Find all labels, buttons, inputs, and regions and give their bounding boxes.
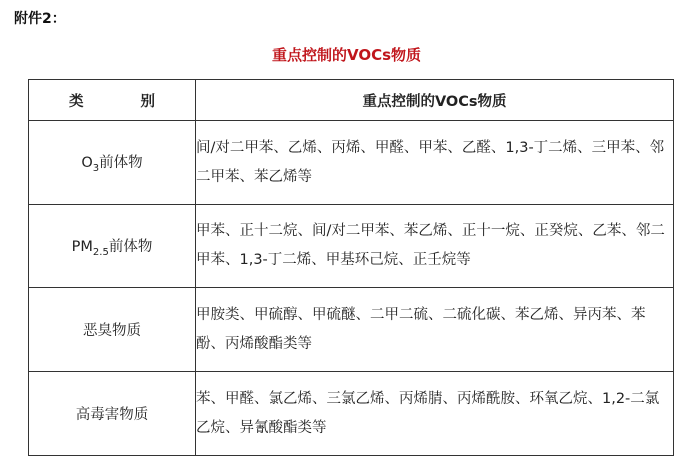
category-subscript: 2.5 — [92, 246, 109, 258]
substances-cell: 苯、甲醛、氯乙烯、三氯乙烯、丙烯腈、丙烯酰胺、环氧乙烷、1,2-二氯乙烷、异氰酸酯类等 — [196, 372, 674, 456]
substances-cell: 间/对二甲苯、乙烯、丙烯、甲醛、甲苯、乙醛、1,3-丁二烯、三甲苯、邻二甲苯、苯乙烯等 — [196, 121, 674, 205]
attachment-label: 附件2： — [14, 11, 66, 27]
category-pm25-precursors — [29, 205, 196, 288]
category-odor-substances: 恶臭物质 — [29, 288, 196, 372]
substances-cell: 甲胺类、甲硫醇、甲硫醚、二甲二硫、二硫化碳、苯乙烯、异丙苯、苯酚、丙烯酸酯类等 — [196, 288, 674, 372]
table-row — [29, 205, 674, 288]
category-o3-precursors — [29, 121, 196, 205]
header-substances: 重点控制的VOCs物质 — [196, 80, 674, 121]
substances-cell: 甲苯、正十二烷、间/对二甲苯、苯乙烯、正十一烷、正癸烷、乙苯、邻二甲苯、1,3-丁二烯、甲基环己烷、正壬烷等 — [196, 205, 674, 288]
category-prefix: PM — [71, 238, 93, 255]
table-row — [29, 121, 674, 205]
header-category-label: 类 别 — [68, 93, 182, 110]
category-suffix: 前体物 — [108, 238, 153, 255]
table-header-row — [29, 80, 674, 121]
table-row — [29, 372, 674, 456]
table-row — [29, 288, 674, 372]
category-subscript: 3 — [92, 163, 100, 174]
category-suffix: 前体物 — [99, 155, 143, 171]
voc-table — [28, 79, 674, 456]
category-high-toxicity: 高毒害物质 — [29, 372, 196, 456]
category-prefix: O — [81, 155, 93, 171]
header-category — [29, 80, 196, 121]
document-title: 重点控制的VOCs物质 — [271, 46, 422, 64]
